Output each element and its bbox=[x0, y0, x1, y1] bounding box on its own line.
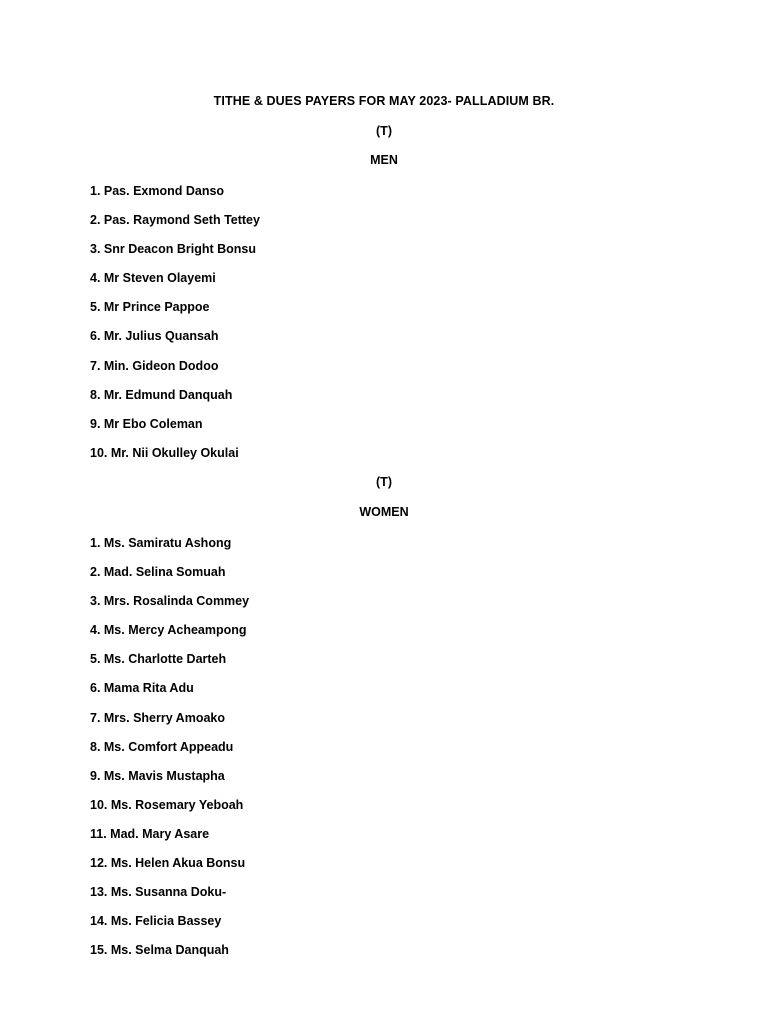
list-item: 8. Ms. Comfort Appeadu bbox=[90, 739, 234, 754]
list-item: 9. Mr Ebo Coleman bbox=[90, 416, 203, 431]
list-item: 11. Mad. Mary Asare bbox=[90, 826, 210, 841]
list-item: 4. Mr Steven Olayemi bbox=[90, 271, 216, 286]
men-list bbox=[90, 183, 260, 474]
list-item: 10. Mr. Nii Okulley Okulai bbox=[90, 445, 239, 460]
list-item: 5. Ms. Charlotte Darteh bbox=[90, 652, 227, 667]
document-title: TITHE & DUES PAYERS FOR MAY 2023- PALLADIUM BR. bbox=[213, 94, 555, 108]
list-item: 13. Ms. Susanna Doku- bbox=[90, 885, 227, 900]
men-marker: (T) bbox=[376, 124, 392, 138]
list-item: 9. Ms. Mavis Mustapha bbox=[90, 768, 225, 783]
list-item: 15. Ms. Selma Danquah bbox=[90, 943, 229, 958]
list-item: 7. Min. Gideon Dodoo bbox=[90, 358, 219, 373]
list-item: 10. Ms. Rosemary Yeboah bbox=[90, 797, 244, 812]
list-item: 2. Pas. Raymond Seth Tettey bbox=[90, 213, 260, 228]
list-item: 5. Mr Prince Pappoe bbox=[90, 300, 210, 315]
list-item: 7. Mrs. Sherry Amoako bbox=[90, 710, 226, 725]
list-item: 1. Pas. Exmond Danso bbox=[90, 184, 225, 198]
women-marker: (T) bbox=[376, 475, 392, 489]
list-item: 14. Ms. Felicia Bassey bbox=[90, 914, 222, 929]
women-list bbox=[90, 535, 249, 971]
list-item: 2. Mad. Selina Somuah bbox=[90, 565, 226, 580]
list-item: 6. Mr. Julius Quansah bbox=[90, 329, 219, 344]
women-heading: WOMEN bbox=[359, 505, 409, 519]
men-heading: MEN bbox=[370, 153, 398, 167]
list-item: 12. Ms. Helen Akua Bonsu bbox=[90, 856, 246, 871]
list-item: 4. Ms. Mercy Acheampong bbox=[90, 623, 247, 638]
list-item: 3. Mrs. Rosalinda Commey bbox=[90, 594, 250, 609]
list-item: 6. Mama Rita Adu bbox=[90, 681, 194, 696]
list-item: 1. Ms. Samiratu Ashong bbox=[90, 536, 232, 550]
list-item: 8. Mr. Edmund Danquah bbox=[90, 387, 233, 402]
list-item: 3. Snr Deacon Bright Bonsu bbox=[90, 242, 256, 257]
